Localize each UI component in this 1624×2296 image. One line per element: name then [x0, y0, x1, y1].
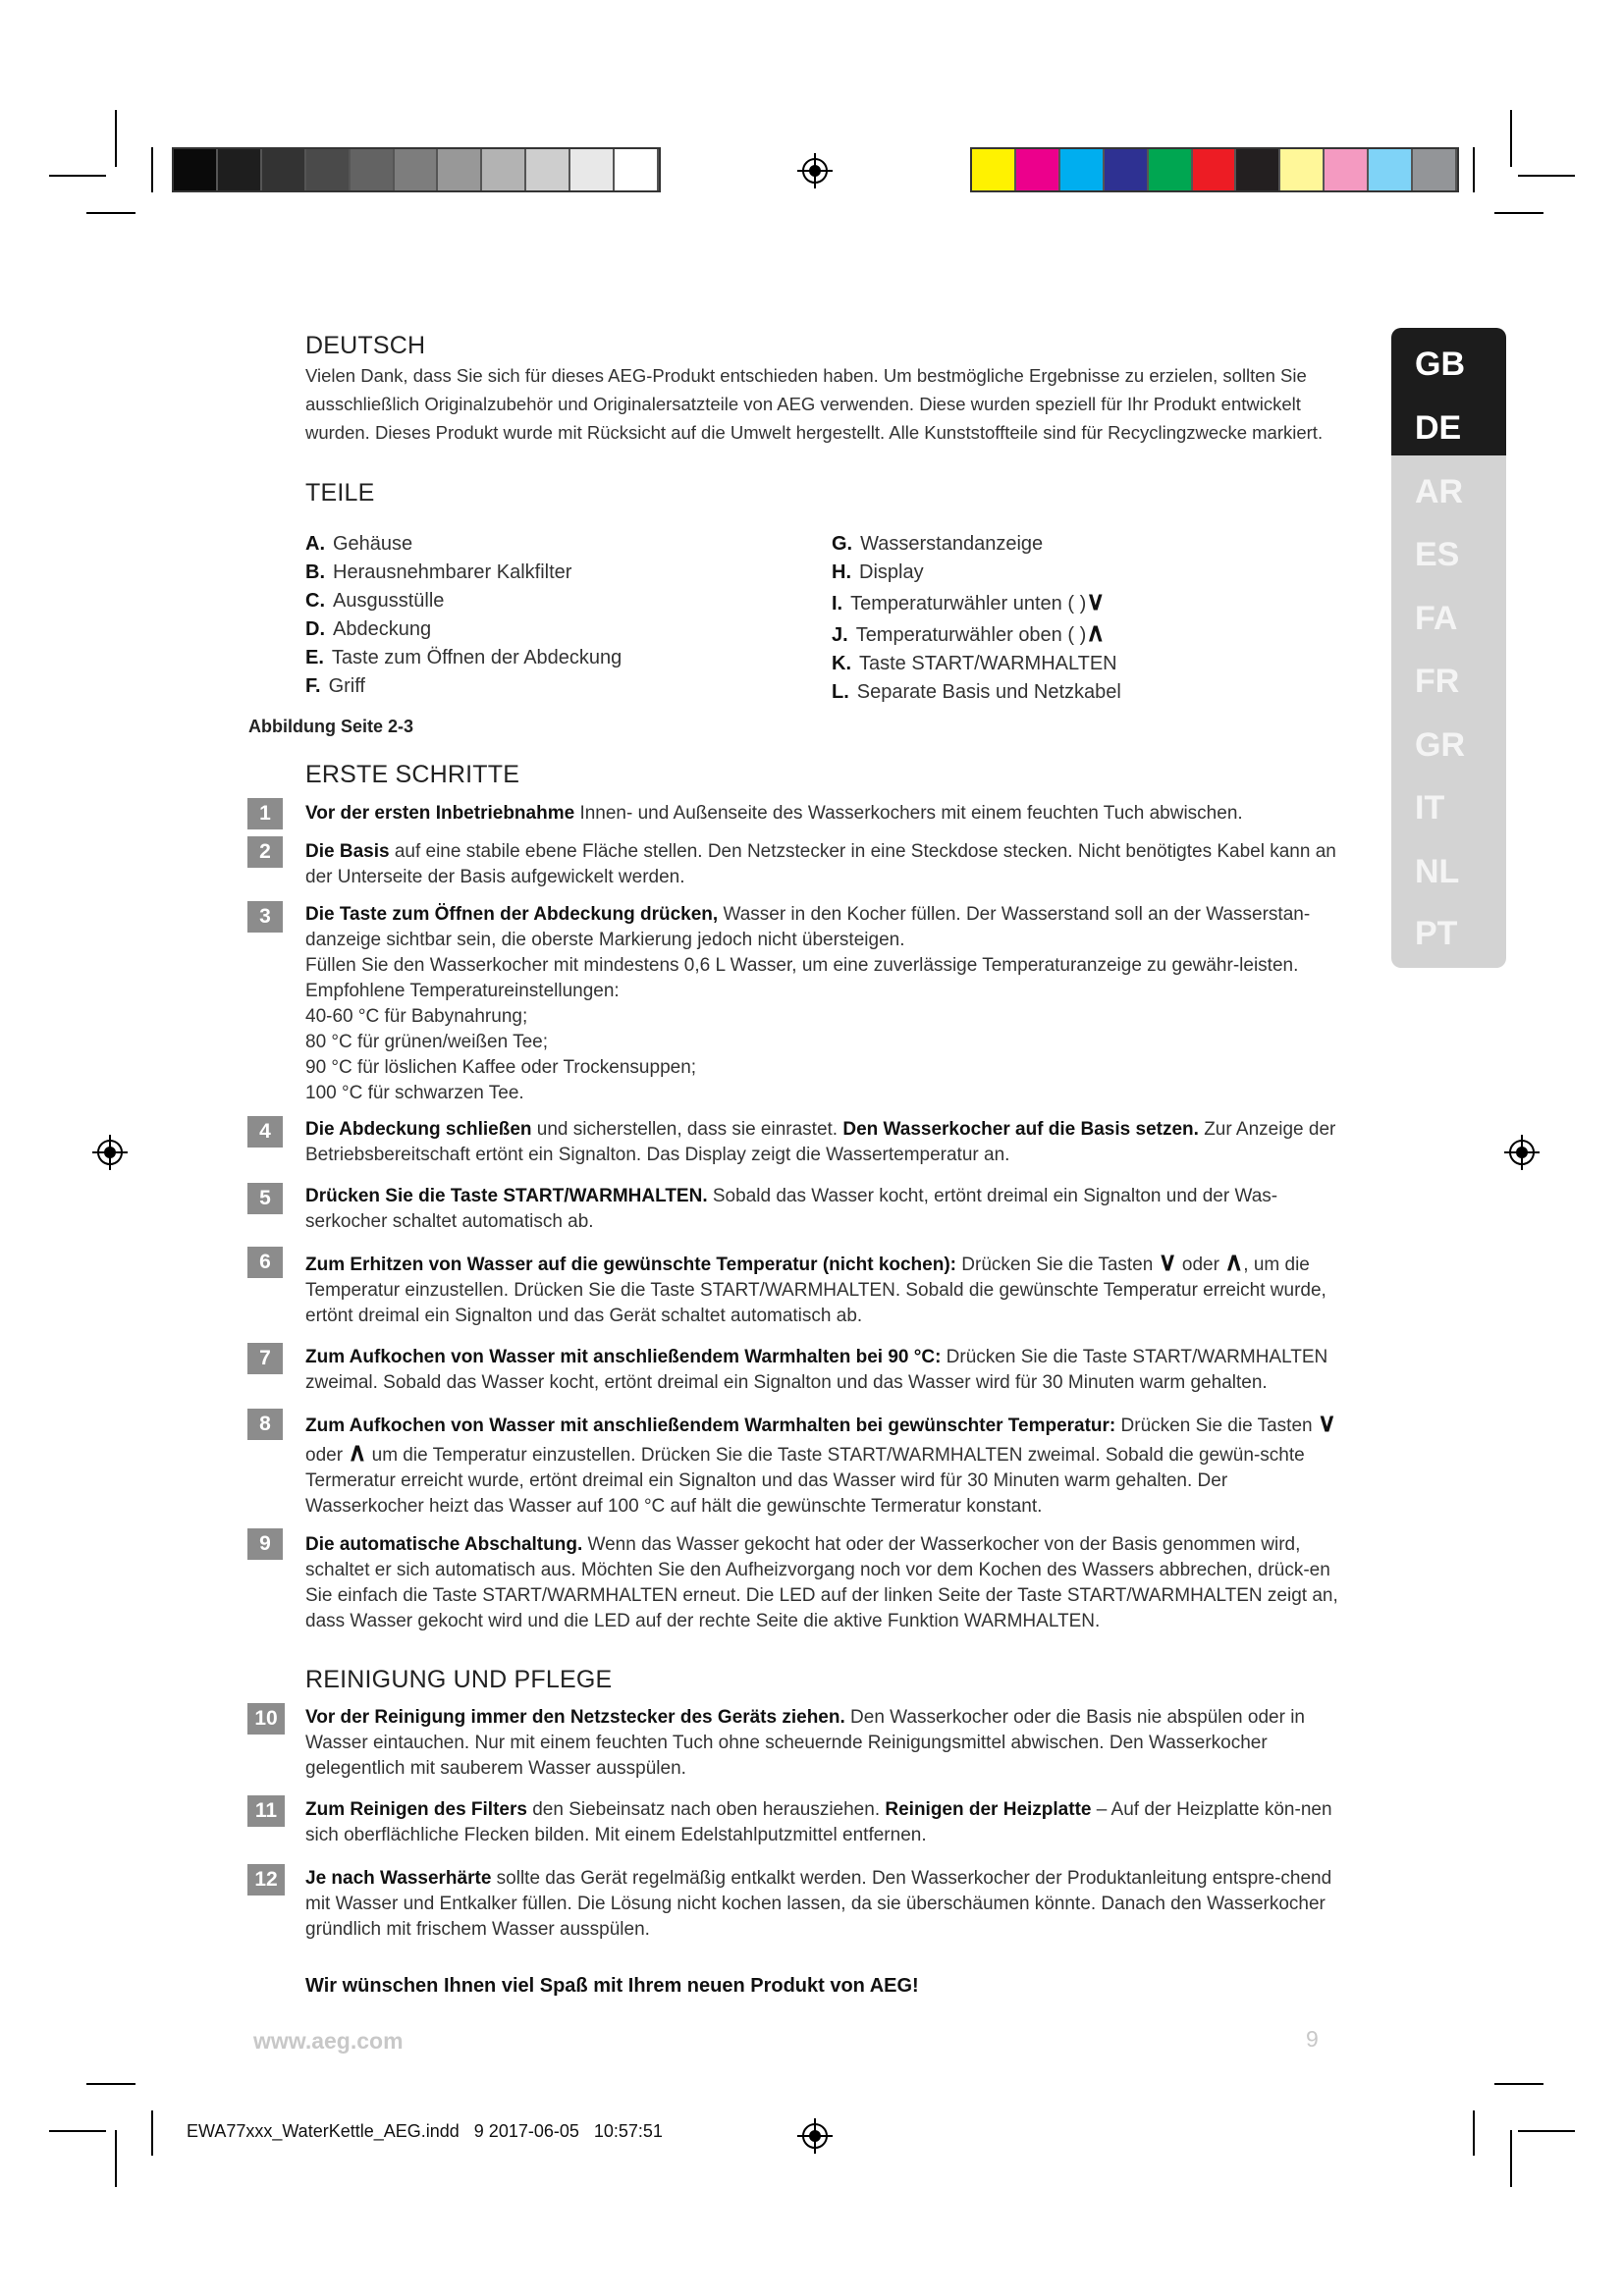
step-number: 6: [247, 1247, 283, 1278]
color-swatch: [972, 149, 1016, 190]
step-number: 3: [247, 901, 283, 933]
part-item: K. Taste START/WARMHALTEN: [832, 653, 1117, 674]
part-item: H. Display: [832, 561, 924, 583]
tab-ar[interactable]: AR: [1415, 473, 1464, 510]
tab-fa[interactable]: FA: [1415, 600, 1458, 637]
chevron-up-icon: ∧: [1224, 1247, 1244, 1276]
section-heading-teile: TEILE: [305, 479, 375, 507]
temp-setting: 40-60 °C für Babynahrung;: [305, 1006, 528, 1027]
temp-setting: 90 °C für löslichen Kaffee oder Trockensuppen;: [305, 1057, 697, 1078]
intro-line: ausschließlich Originalzubehör und Originalersatzteile von AEG verwenden. Diese wurden speziell für Ihr Produkt entwickelt: [305, 394, 1301, 414]
crop-mark: [1473, 147, 1475, 192]
color-swatch: [1369, 149, 1413, 190]
step-number: 9: [247, 1528, 283, 1560]
crop-mark: [151, 2110, 153, 2156]
crop-mark: [1494, 212, 1543, 214]
part-item: D. Abdeckung: [305, 618, 432, 640]
color-swatch: [395, 149, 439, 190]
part-item: J. Temperaturwähler oben ( )∧: [832, 617, 1106, 647]
closing-line: Wir wünschen Ihnen viel Spaß mit Ihrem neuen Produkt von AEG!: [305, 1975, 919, 1997]
step-number: 8: [247, 1409, 283, 1440]
tab-gb[interactable]: GB: [1415, 346, 1465, 383]
crop-mark: [1518, 2130, 1575, 2132]
step-4: Die Abdeckung schließen und sicherstellen, dass sie einrastet. Den Wasserkocher auf die Basis setzen. Zur Anzeige der Betriebsbereitschaft ertönt ein Signalton. Das Display zeigt die Wassertemperatur an.: [305, 1119, 1336, 1165]
step-number: 7: [247, 1343, 283, 1374]
color-swatch: [570, 149, 615, 190]
part-item: B. Herausnehmbarer Kalkfilter: [305, 561, 572, 583]
step-7: Zum Aufkochen von Wasser mit anschließendem Warmhalten bei 90 °C: Drücken Sie die Taste START/WARMHALTEN zweimal. Sobald das Wasser kocht, ertönt dreimal ein Signalton und das Wasser wird für 30 Minuten warm gehalten.: [305, 1347, 1328, 1393]
part-item: E. Taste zum Öffnen der Abdeckung: [305, 647, 623, 668]
step-number: 5: [247, 1183, 283, 1214]
color-swatch: [1325, 149, 1369, 190]
intro-line: wurden. Dieses Produkt wurde mit Rücksicht auf die Umwelt hergestellt. Alle Kunststoffteile sind für Recyclingzwecke markiert.: [305, 422, 1324, 443]
section-heading-reinigung: REINIGUNG UND PFLEGE: [305, 1666, 613, 1693]
part-item: C. Ausgusstülle: [305, 590, 445, 612]
registration-target-icon: [1502, 1133, 1542, 1172]
chevron-down-icon: ∨: [1158, 1247, 1177, 1276]
color-swatch: [1105, 149, 1149, 190]
temp-setting: 100 °C für schwarzen Tee.: [305, 1083, 524, 1103]
color-swatch: [1149, 149, 1193, 190]
part-item: A. Gehäuse: [305, 533, 413, 555]
color-swatch: [262, 149, 306, 190]
step-5: Drücken Sie die Taste START/WARMHALTEN. Sobald das Wasser kocht, ertönt dreimal ein Signalton und der Was-serkocher schaltet automatisch ab.: [305, 1186, 1278, 1232]
registration-target-icon: [795, 2116, 835, 2156]
crop-mark: [49, 175, 106, 177]
crop-mark: [115, 110, 117, 167]
registration-target-icon: [90, 1133, 130, 1172]
color-swatch: [306, 149, 351, 190]
color-swatch: [615, 149, 659, 190]
crop-mark: [1518, 175, 1575, 177]
crop-mark: [1494, 2083, 1543, 2085]
crop-mark: [1473, 2110, 1475, 2156]
tab-es[interactable]: ES: [1415, 536, 1460, 573]
color-swatch: [1016, 149, 1060, 190]
registration-target-icon: [795, 151, 835, 190]
color-swatch: [438, 149, 482, 190]
color-swatch: [218, 149, 262, 190]
figure-reference: Abbildung Seite 2-3: [248, 717, 414, 736]
step-10: Vor der Reinigung immer den Netzstecker des Geräts ziehen. Den Wasserkocher oder die Basis nie abspülen oder in Wasser eintauchen. Nur mit einem feuchten Tuch ohne scheuernde Reinigungsmittel abwischen. Den Wasserkocher gelegentlich mit sauberem Wasser ausspülen.: [305, 1707, 1305, 1779]
part-item: F. Griff: [305, 675, 365, 697]
tab-de[interactable]: DE: [1415, 409, 1462, 447]
tab-nl[interactable]: NL: [1415, 853, 1460, 890]
part-item: L. Separate Basis und Netzkabel: [832, 681, 1121, 703]
tab-pt[interactable]: PT: [1415, 915, 1458, 952]
step-1: Vor der ersten Inbetriebnahme Innen- und Außenseite des Wasserkochers mit einem feuchten Tuch abwischen.: [305, 803, 1243, 824]
crop-mark: [1510, 2130, 1512, 2187]
step-8: Zum Aufkochen von Wasser mit anschließendem Warmhalten bei gewünschter Temperatur: Drücken Sie die Tasten ∨ oder ∧ um die Temperatur einzustellen. Drücken Sie die Taste START/WARMHALTEN zweimal. Sobald die gewün-schte Termeratur erreicht wurde, ertönt dreimal ein Signalton und das Wasser wird für 30 Minuten warm gehalten. Der Wasserkocher heizt das Wasser auf 100 °C auf hält die gewünschte Termeratur konstant.: [305, 1408, 1336, 1517]
color-swatch: [1236, 149, 1280, 190]
color-swatch: [482, 149, 526, 190]
step-number: 2: [247, 836, 283, 868]
crop-mark: [115, 2130, 117, 2187]
chevron-down-icon: ∨: [1086, 586, 1106, 615]
crop-mark: [151, 147, 153, 192]
part-item: G. Wasserstandanzeige: [832, 533, 1044, 555]
print-info: EWA77xxx_WaterKettle_AEG.indd 9 2017-06-05 10:57:51: [187, 2121, 663, 2141]
step-12: Je nach Wasserhärte sollte das Gerät regelmäßig entkalkt werden. Den Wasserkocher der Produktanleitung entspre-chend mit Wasser und Entkalker füllen. Die Lösung nicht kochen lassen, da sie überschäumen könnte. Danach den Wasserkocher gründlich mit frischem Wasser ausspülen.: [305, 1868, 1332, 1940]
tab-fr[interactable]: FR: [1415, 663, 1460, 700]
step-number: 11: [247, 1795, 285, 1827]
color-swatch: [174, 149, 218, 190]
step-number: 4: [247, 1116, 283, 1148]
part-item: I. Temperaturwähler unten ( )∨: [832, 586, 1106, 615]
color-swatch: [526, 149, 570, 190]
parts-list-left: [305, 530, 622, 701]
step-3-fill-note: Füllen Sie den Wasserkocher mit mindestens 0,6 L Wasser, um eine zuverlässige Temperaturanzeige zu gewähr-leisten. Empfohlene Temperatureinstellungen:: [305, 955, 1299, 1001]
step-9: Die automatische Abschaltung. Wenn das Wasser gekocht hat oder der Wasserkocher von der Basis genommen wird, schaltet er sich automatisch aus. Möchten Sie den Aufheizvorgang noch vor dem Kochen des Wassers abbrechen, drück-en Sie einfach die Taste START/WARMHALTEN erneut. Die LED auf der linken Seite der Taste START/WARMHALTEN zeigt an, dass Wasser gekocht wird und die LED auf der rechte Seite die aktive Funktion WARMHALTEN.: [305, 1534, 1338, 1631]
color-swatch: [1280, 149, 1325, 190]
temp-setting: 80 °C für grünen/weißen Tee;: [305, 1032, 548, 1052]
intro-line: Vielen Dank, dass Sie sich für dieses AEG-Produkt entschieden haben. Um bestmögliche Ergebnisse zu erzielen, sollten Sie: [305, 365, 1307, 386]
section-heading-deutsch: DEUTSCH: [305, 332, 426, 359]
step-11: Zum Reinigen des Filters den Siebeinsatz nach oben herausziehen. Reinigen der Heizplatte – Auf der Heizplatte kön-nen sich oberflächliche Flecken bilden. Mit einem Edelstahlputzmittel entfernen.: [305, 1799, 1332, 1845]
page-number: 9: [1306, 2026, 1319, 2052]
color-swatch: [351, 149, 395, 190]
chevron-up-icon: ∧: [1086, 617, 1106, 647]
color-bar: [970, 147, 1459, 192]
crop-mark: [86, 212, 135, 214]
step-number: 12: [247, 1864, 285, 1896]
color-swatch: [1060, 149, 1105, 190]
step-number: 1: [247, 798, 283, 829]
footer-url[interactable]: www.aeg.com: [253, 2028, 404, 2054]
grayscale-bar: [172, 147, 661, 192]
step-6: Zum Erhitzen von Wasser auf die gewünschte Temperatur (nicht kochen): Drücken Sie die Tasten ∨ oder ∧, um die Temperatur einzustellen. Drücken Sie die Taste START/WARMHALTEN. Sobald die gewünschte Temperatur erreicht wurde, ertönt dreimal ein Signalton und das Gerät schaltet automatisch ab.: [305, 1247, 1326, 1326]
crop-mark: [86, 2083, 135, 2085]
chevron-up-icon: ∧: [348, 1437, 367, 1467]
color-swatch: [1413, 149, 1457, 190]
crop-mark: [49, 2130, 106, 2132]
step-3: [305, 902, 1346, 1106]
tab-it[interactable]: IT: [1415, 789, 1445, 827]
intro-paragraph: [305, 361, 1336, 447]
section-heading-erste-schritte: ERSTE SCHRITTE: [305, 761, 520, 788]
crop-mark: [1510, 110, 1512, 167]
tab-gr[interactable]: GR: [1415, 726, 1465, 764]
step-2: Die Basis auf eine stabile ebene Fläche stellen. Den Netzstecker in eine Steckdose stecken. Nicht benötigtes Kabel kann an der Unterseite der Basis aufgewickelt werden.: [305, 841, 1336, 887]
step-3-intro: Die Taste zum Öffnen der Abdeckung drücken, Wasser in den Kocher füllen. Der Wasserstand soll an der Wasserstan-danzeige sichtbar sein, die oberste Markierung jedoch nicht übersteigen.: [305, 904, 1311, 950]
parts-list-right: [832, 530, 1121, 707]
step-number: 10: [247, 1703, 285, 1735]
color-swatch: [1193, 149, 1237, 190]
language-tabs: [1391, 328, 1506, 968]
chevron-down-icon: ∨: [1317, 1408, 1336, 1437]
